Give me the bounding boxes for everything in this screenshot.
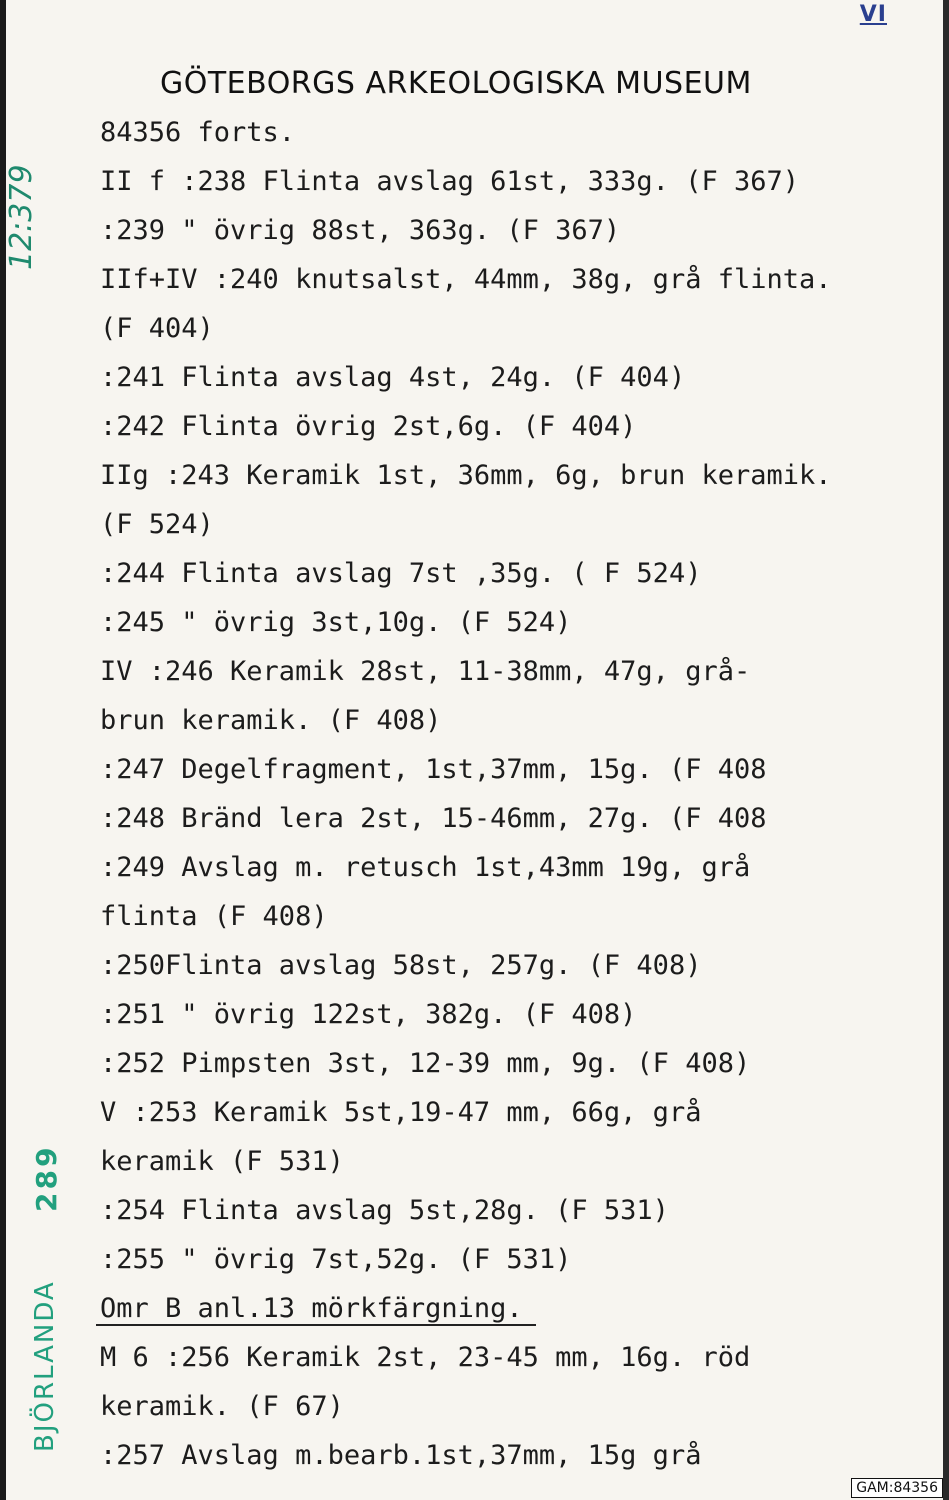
entry-line: II f :238 Flinta avslag 61st, 333g. (F 367) (100, 166, 799, 197)
entry-line: V :253 Keramik 5st,19-47 mm, 66g, grå (100, 1097, 702, 1128)
page-mark: VI (859, 2, 887, 27)
catalog-id-label: GAM:84356 (851, 1478, 943, 1498)
card-edge-right (943, 0, 949, 1500)
section-underline (96, 1324, 536, 1326)
entry-line: flinta (F 408) (100, 901, 328, 932)
entry-line: IIg :243 Keramik 1st, 36mm, 6g, brun keramik. (100, 460, 832, 491)
entry-line: :248 Bränd lera 2st, 15-46mm, 27g. (F 408 (100, 803, 767, 834)
stamp-place: BJÖRLANDA (30, 1280, 60, 1452)
entry-line: :245 " övrig 3st,10g. (F 524) (100, 607, 572, 638)
entry-line: :257 Avslag m.bearb.1st,37mm, 15g grå (100, 1440, 702, 1471)
entry-line: keramik. (F 67) (100, 1391, 344, 1422)
entry-line: M 6 :256 Keramik 2st, 23-45 mm, 16g. röd (100, 1342, 751, 1373)
entry-line: :249 Avslag m. retusch 1st,43mm 19g, grå (100, 852, 751, 883)
entry-line: :239 " övrig 88st, 363g. (F 367) (100, 215, 621, 246)
entry-line: :242 Flinta övrig 2st,6g. (F 404) (100, 411, 637, 442)
card-subtitle: 84356 forts. (100, 117, 296, 148)
entry-line: IV :246 Keramik 28st, 11-38mm, 47g, grå- (100, 656, 751, 687)
section-heading: Omr B anl.13 mörkfärgning. (100, 1293, 523, 1324)
entry-line: :250Flinta avslag 58st, 257g. (F 408) (100, 950, 702, 981)
margin-handwritten-number: 12:379 (4, 164, 39, 270)
stamp-number: 289 (30, 1144, 63, 1212)
entry-line: (F 404) (100, 313, 214, 344)
entry-line: brun keramik. (F 408) (100, 705, 442, 736)
entry-line: (F 524) (100, 509, 214, 540)
entry-line: :254 Flinta avslag 5st,28g. (F 531) (100, 1195, 669, 1226)
entry-line: :241 Flinta avslag 4st, 24g. (F 404) (100, 362, 686, 393)
entry-line: :244 Flinta avslag 7st ,35g. ( F 524) (100, 558, 702, 589)
entry-line: :252 Pimpsten 3st, 12-39 mm, 9g. (F 408) (100, 1048, 751, 1079)
museum-title: GÖTEBORGS ARKEOLOGISKA MUSEUM (160, 66, 752, 101)
entry-line: keramik (F 531) (100, 1146, 344, 1177)
entry-line: :251 " övrig 122st, 382g. (F 408) (100, 999, 637, 1030)
entry-line: :255 " övrig 7st,52g. (F 531) (100, 1244, 572, 1275)
entry-line: IIf+IV :240 knutsalst, 44mm, 38g, grå flinta. (100, 264, 832, 295)
entry-line: :247 Degelfragment, 1st,37mm, 15g. (F 408 (100, 754, 767, 785)
